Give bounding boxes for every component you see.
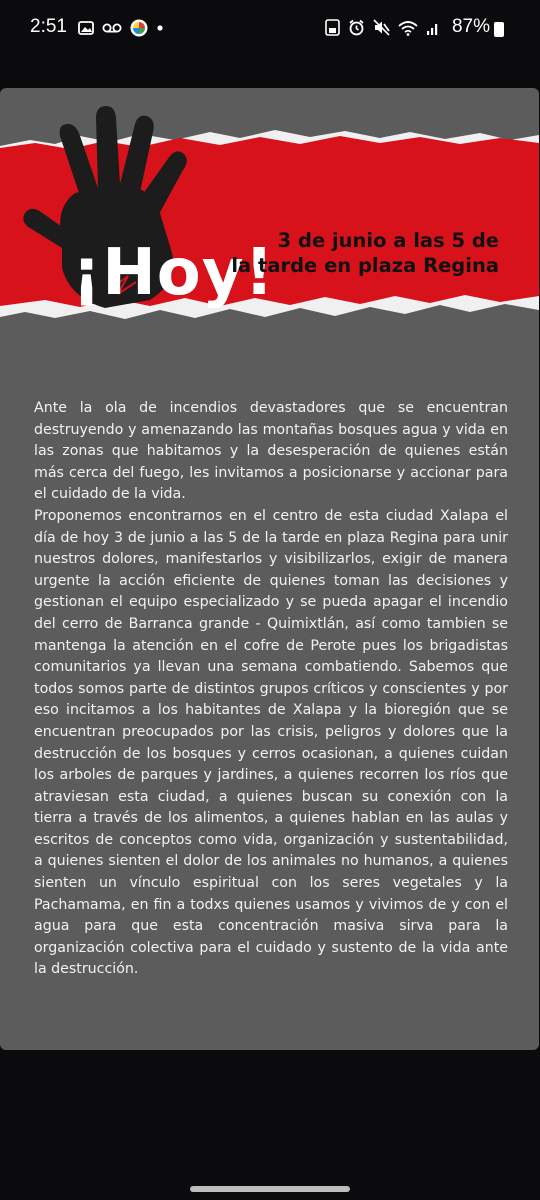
save-icon [325, 19, 340, 36]
poster-body-text [34, 398, 508, 981]
poster-date-text [219, 228, 499, 278]
date-line-2: la tarde en plaza Regina [231, 254, 499, 277]
home-gesture-bar[interactable] [190, 1186, 350, 1192]
alarm-icon [348, 19, 365, 36]
battery-percent: 87% [451, 16, 490, 37]
status-bar [0, 0, 540, 60]
signal-icon [426, 20, 440, 36]
dot-icon [156, 24, 164, 32]
voicemail-icon [102, 22, 122, 34]
wifi-icon [398, 20, 418, 36]
poster-headline: ¡Hoy! [72, 236, 275, 310]
status-right-icons [325, 19, 440, 36]
poster-image [0, 88, 539, 1050]
mute-icon [373, 19, 390, 36]
date-line-1: 3 de junio a las 5 de [277, 229, 499, 252]
body-paragraph-2: Proponemos encontrarnos en el centro de esta ciudad Xalapa el día de hoy 3 de junio a las 5 de la tarde en plaza Regina para unir nuestros dolores, manifestarlos y visibilizarlos, exigir de manera urgente la acción eficiente de quienes toman las decisiones y gestionan el equipo especializado y se pueda apagar el incendio del cerro de Barranca grande - Quimixtlán, así como tambien se mantenga la atención en el cofre de Perote pues los brigadistas comunitarios ya llevan una semana combatiendo. Sabemos que todos somos parte de distintos grupos críticos y conscientes y por eso incitamos a los habitantes de Xalapa y la bioregión que se encuentran preocupados por las crisis, peligros y dolores que la destrucción de los bosques y cerros ocasionan, a quienes cuidan los arboles de parques y jardines, a quienes recorren los ríos que atraviesan esta ciudad, a quienes buscan su conexión con la tierra a través de los alimentos, a quienes hablan en las aulas y escritos de conceptos como vida, organización y sustentabilidad, a quienes sienten el dolor de los animales no humanos, a quienes sienten un vínculo espiritual con los seres vegetales y la Pachamama, en fin a todxs quienes usamos y vivimos de y con el agua para que esta concentración masiva sirva para la organización colectiva para el cuidado y sustento de la vida ante la destrucción. [34, 507, 508, 978]
status-time: 2:51 [30, 16, 67, 37]
status-left-icons [78, 19, 164, 37]
body-paragraph-1: Ante la ola de incendios devastadores que se encuentran destruyendo y amenazando las montañas bosques agua y vida en las zonas que habitamos y la desesperación de quienes están más cerca del fuego, les invitamos a posicionarse y accionar para el cuidado de la vida. [34, 400, 508, 503]
gallery-icon [78, 20, 94, 36]
battery-icon [494, 22, 504, 37]
app-icon [130, 19, 148, 37]
